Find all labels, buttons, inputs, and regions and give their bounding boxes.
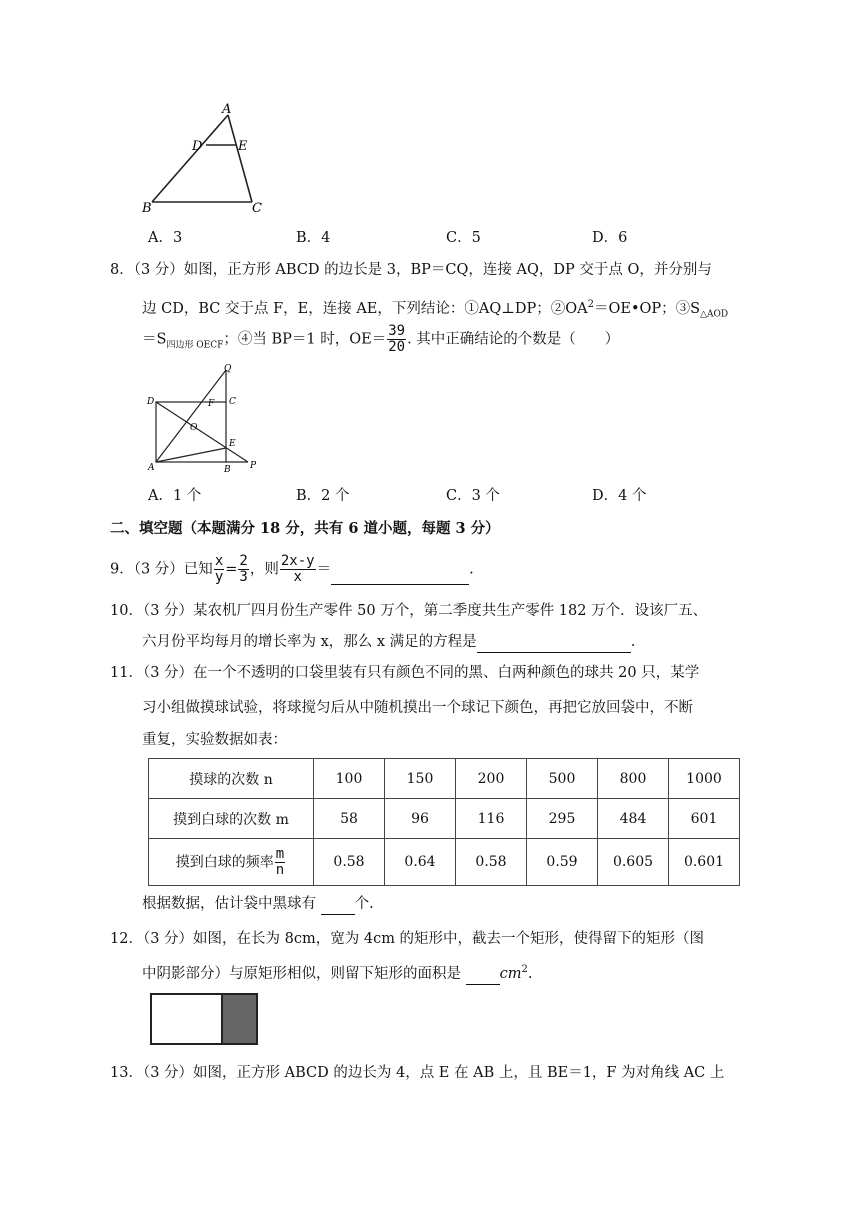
q10-line2: 六月份平均每月的增长率为 x，那么 x 满足的方程是 . [142,631,635,653]
label-f: F [208,399,215,409]
table-cell: 500 [527,759,598,799]
label-q: Q [224,364,232,374]
table-cell: 484 [598,799,669,839]
label-a: A [222,102,232,117]
row-label: 摸到白球的频率 $\frac{m}{n}$ [149,839,314,886]
q9-answer-blank[interactable] [331,568,469,585]
label-o: O [190,423,198,433]
label-e: E [238,139,248,154]
label-d: D [147,397,155,407]
q13-line1: 13．（3 分）如图，正方形 ABCD 的边长为 4，点 E 在 AB 上，且 BE＝1，F 为对角线 AC 上 [110,1065,725,1081]
q11-answer-blank[interactable] [321,898,355,915]
table-cell: 800 [598,759,669,799]
table-cell: 0.64 [385,839,456,886]
table-cell: 0.58 [456,839,527,886]
q8-line2: 边 CD，BC 交于点 F，E，连接 AE，下列结论：①AQ⊥DP；$②OA^2=OE•OP$；$③S_{\triangle AOD}$ [142,299,729,320]
table-cell: 0.59 [527,839,598,886]
square-figure-q8 [140,362,280,474]
label-d: D [192,139,203,154]
label-c: C [229,397,236,407]
table-cell: 116 [456,799,527,839]
experiment-data-table [148,758,740,886]
table-cell: 0.605 [598,839,669,886]
q12-line1: 12．（3 分）如图，在长为 8cm，宽为 4cm 的矩形中，截去一个矩形，使得留下的矩形（图 [110,931,705,947]
table-cell: 58 [314,799,385,839]
q8-option-d: D．4 个 [592,488,647,504]
row-label: 摸到白球的次数 m [149,799,314,839]
label-c: C [252,201,262,216]
fraction-m-n: $\frac{m}{n}$ [275,845,285,878]
triangle-figure-q7 [140,100,280,220]
table-row [149,799,740,839]
q8-option-a: A．1 个 [148,488,202,504]
q9-line: 9．（3 分）已知 $\frac{x}{y}$ = $\frac{2}{3}$ ，则 $\frac{2x-y}{x}$ ＝ . [110,553,474,585]
section-heading-fill-blank: 二、填空题（本题满分 18 分，共有 6 道小题，每题 3 分） [110,520,500,537]
q11-line1: 11．（3 分）在一个不透明的口袋里装有只有颜色不同的黑、白两种颜色的球共 20 只，某学 [110,665,700,681]
q12-line2: 中阴影部分）与原矩形相似，则留下矩形的面积是 $cm^2$. [142,959,532,985]
q7-option-b: B．4 [296,230,331,246]
rectangle-figure-q12 [150,993,260,1045]
fraction-2x-y-x: $\frac{2x-y}{x}$ [280,553,315,585]
label-a: A [148,463,155,473]
q11-line2: 习小组做摸球试验，将球搅匀后从中随机摸出一个球记下颜色，再把它放回袋中，不断 [142,700,693,716]
q8-line1: 8．（3 分）如图，正方形 ABCD 的边长是 3，BP＝CQ，连接 AQ，DP 交于点 O，并分别与 [110,262,712,278]
table-cell: 1000 [669,759,740,799]
table-cell: 150 [385,759,456,799]
label-b: B [224,465,231,474]
table-cell: 0.58 [314,839,385,886]
label-b: B [142,201,152,216]
fraction-39-20: $\frac{39}{20}$ [388,323,406,355]
table-row [149,759,740,799]
q8-option-c: C．3 个 [446,488,500,504]
table-cell: 200 [456,759,527,799]
q8-option-b: B．2 个 [296,488,350,504]
table-cell: 601 [669,799,740,839]
fraction-2-3: $\frac{2}{3}$ [239,553,248,585]
q7-option-a: A．3 [148,230,183,246]
q7-option-c: C．5 [446,230,481,246]
label-e: E [229,439,236,449]
table-row [149,839,740,886]
table-cell: 295 [527,799,598,839]
q11-after-table: 根据数据，估计袋中黑球有 个. [142,893,374,915]
shaded-rectangle [222,994,257,1044]
label-p: P [250,461,257,471]
table-cell: 96 [385,799,456,839]
table-cell: 0.601 [669,839,740,886]
q10-answer-blank[interactable] [477,636,631,653]
fraction-x-y: $\frac{x}{y}$ [214,553,224,585]
q12-answer-blank[interactable] [466,968,500,985]
q10-line1: 10．（3 分）某农机厂四月份生产零件 50 万个，第二季度共生产零件 182 万个．设该厂五、 [110,603,708,619]
q7-option-d: D．6 [592,230,628,246]
table-cell: 100 [314,759,385,799]
q11-line3: 重复，实验数据如表： [142,732,287,748]
row-label: 摸球的次数 n [149,759,314,799]
q8-line3: $=S_{四边形 OECF}$；④当 BP＝1 时，OE＝ $\frac{39}{20}$ . 其中正确结论的个数是（ ） [142,323,620,355]
